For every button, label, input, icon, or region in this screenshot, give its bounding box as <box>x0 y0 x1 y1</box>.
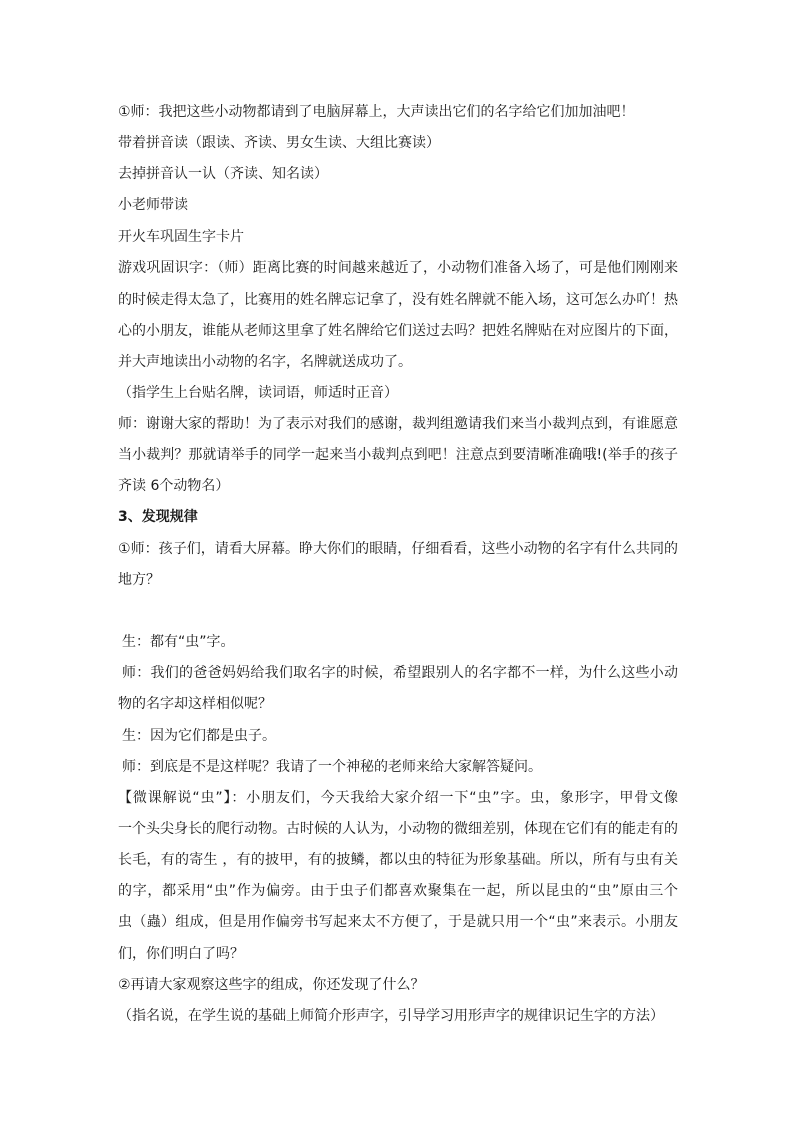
text-line: 长毛，有的寄生 ，有的披甲，有的披鳞，都以虫的特征为形象基础。所以，所有与虫有关 <box>118 852 678 868</box>
text-line: 师：谢谢大家的帮助！为了表示对我们的感谢，裁判组邀请我们来当小裁判点到，有谁愿意 <box>118 416 678 432</box>
text-line: 游戏巩固识字：（师）距离比赛的时间越来越近了，小动物们准备入场了，可是他们刚刚来 <box>118 260 678 276</box>
text-line: 的字，都采用“虫”作为偏旁。由于虫子们都喜欢聚集在一起，所以昆虫的“虫”原由三个 <box>118 883 678 899</box>
text-line: 师：我们的爸爸妈妈给我们取名字的时候，希望跟别人的名字都不一样，为什么这些小动 <box>122 665 678 681</box>
text-line: 们，你们明白了吗？ <box>118 946 244 962</box>
text-line: 带着拼音读（跟读、齐读、男女生读、大组比赛读） <box>118 135 440 151</box>
text-line: 并大声地读出小动物的名字，名牌就送成功了。 <box>118 354 412 370</box>
text-line: ①师：我把这些小动物都请到了电脑屏幕上，大声读出它们的名字给它们加加油吧！ <box>118 104 635 120</box>
text-line: 齐读 6个动物名） <box>118 478 230 494</box>
text-line: 当小裁判？那就请举手的同学一起来当小裁判点到吧！注意点到要清晰准确哦!(举手的孩子 <box>118 447 678 463</box>
text-line: 心的小朋友，谁能从老师这里拿了姓名牌给它们送过去吗？把姓名牌贴在对应图片的下面， <box>118 323 678 339</box>
text-line: ①师：孩子们，请看大屏幕。睁大你们的眼睛，仔细看看，这些小动物的名字有什么共同的 <box>118 541 678 557</box>
text-line: （指学生上台贴名牌，读词语，师适时正音） <box>118 385 398 401</box>
text-line: 开火车巩固生字卡片 <box>118 229 244 245</box>
text-line: 生：因为它们都是虫子。 <box>122 728 276 744</box>
text-line: （指名说，在学生说的基础上师简介形声字，引导学习用形声字的规律识记生字的方法） <box>118 1008 664 1024</box>
text-line: 师：到底是不是这样呢？我请了一个神秘的老师来给大家解答疑问。 <box>122 759 542 775</box>
text-line: 【微课解说“虫”】：小朋友们，今天我给大家介绍一下“虫”字。虫，象形字，甲骨文像 <box>118 790 678 806</box>
text-line: 的时候走得太急了，比赛用的姓名牌忘记拿了，没有姓名牌就不能入场，这可怎么办吖！热 <box>118 292 678 308</box>
text-line: 生：都有“虫”字。 <box>122 634 235 650</box>
text-line: 小老师带读 <box>118 197 188 213</box>
text-line: 物的名字却这样相似呢？ <box>118 696 272 712</box>
text-line: 虫（蟲）组成，但是用作偏旁书写起来太不方便了，于是就只用一个“虫”来表示。小朋友 <box>118 914 678 930</box>
text-line: ②再请大家观察这些字的组成，你还发现了什么？ <box>118 977 425 993</box>
text-line: 去掉拼音认一认（齐读、知名读） <box>118 166 328 182</box>
section-heading: 3、发现规律 <box>118 509 198 525</box>
text-line: 一个头尖身长的爬行动物。古时候的人认为，小动物的微细差别，体现在它们有的能走有的 <box>118 821 678 837</box>
text-line: 地方？ <box>118 572 160 588</box>
